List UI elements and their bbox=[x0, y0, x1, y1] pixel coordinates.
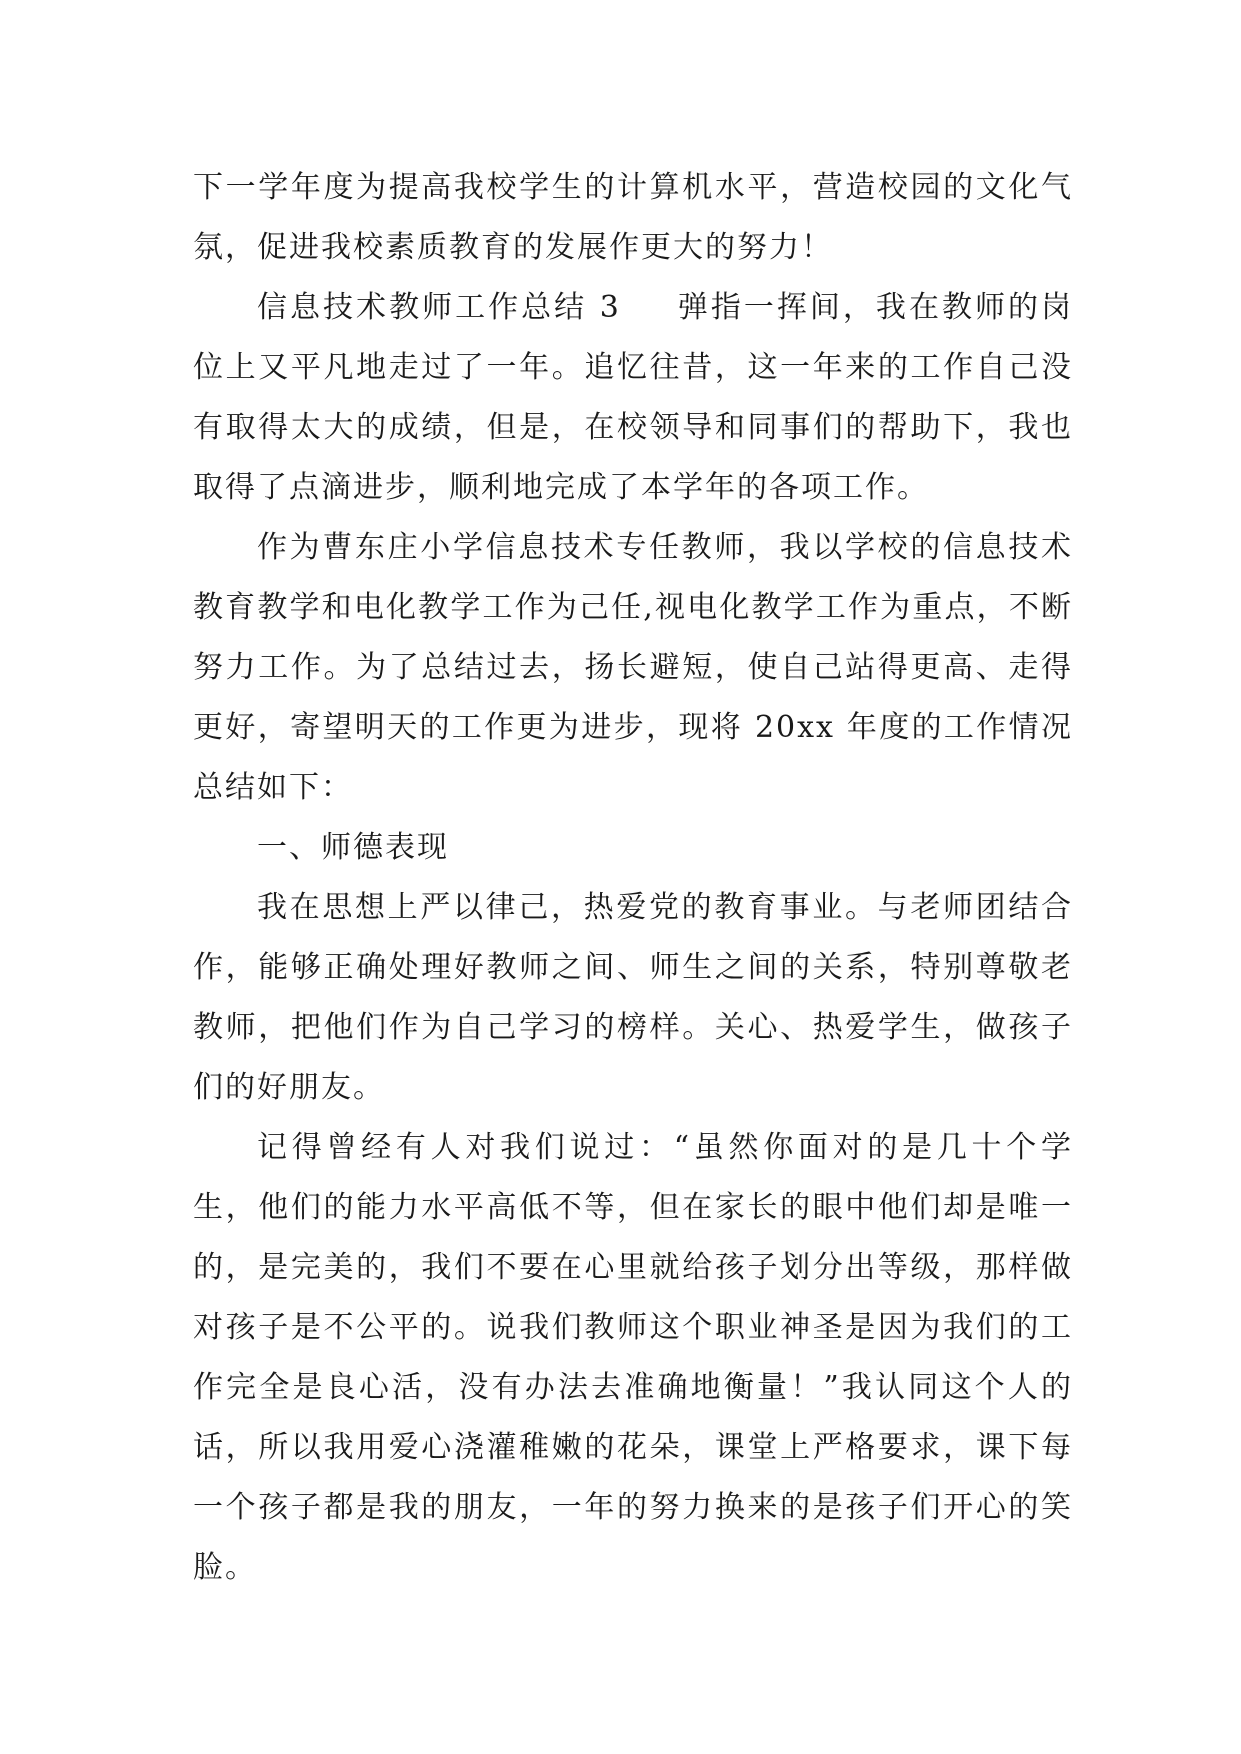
section-intro-text: 弹指一挥间，我在教师的岗位上又平凡地走过了一年。追忆往昔，这一年来的工作自己没有取得太大的成绩，但是，在校领导和同事们的帮助下，我也取得了点滴进步，顺利地完成了本学年的各项工作。 bbox=[193, 290, 1074, 505]
paragraph-role: 作为曹东庄小学信息技术专任教师，我以学校的信息技术教育教学和电化教学工作为己任,视电化教学工作为重点，不断努力工作。为了总结过去，扬长避短，使自己站得更高、走得更好，寄望明天的工作更为进步，现将 20xx 年度的工作情况总结如下： bbox=[193, 530, 1073, 805]
paragraph-ethics: 我在思想上严以律己，热爱党的教育事业。与老师团结合作，能够正确处理好教师之间、师生之间的关系，特别尊敬老教师，把他们作为自己学习的榜样。关心、热爱学生，做孩子们的好朋友。 bbox=[193, 890, 1073, 1105]
paragraph-closing: 下一学年度为提高我校学生的计算机水平，营造校园的文化气氛，促进我校素质教育的发展作更大的努力！ bbox=[193, 170, 1073, 265]
paragraph-section-intro bbox=[193, 278, 1073, 518]
heading-teacher-ethics: 一、师德表现 bbox=[257, 830, 449, 865]
document-body bbox=[193, 158, 1073, 1598]
section-title: 信息技术教师工作总结 3 bbox=[257, 290, 621, 325]
paragraph-quote: 记得曾经有人对我们说过：“虽然你面对的是几十个学生，他们的能力水平高低不等，但在家长的眼中他们却是唯一的，是完美的，我们不要在心里就给孩子划分出等级，那样做对孩子是不公平的。说我们教师这个职业神圣是因为我们的工作完全是良心活，没有办法去准确地衡量！”我认同这个人的话，所以我用爱心浇灌稚嫩的花朵，课堂上严格要求，课下每一个孩子都是我的朋友，一年的努力换来的是孩子们开心的笑脸。 bbox=[193, 1130, 1073, 1585]
